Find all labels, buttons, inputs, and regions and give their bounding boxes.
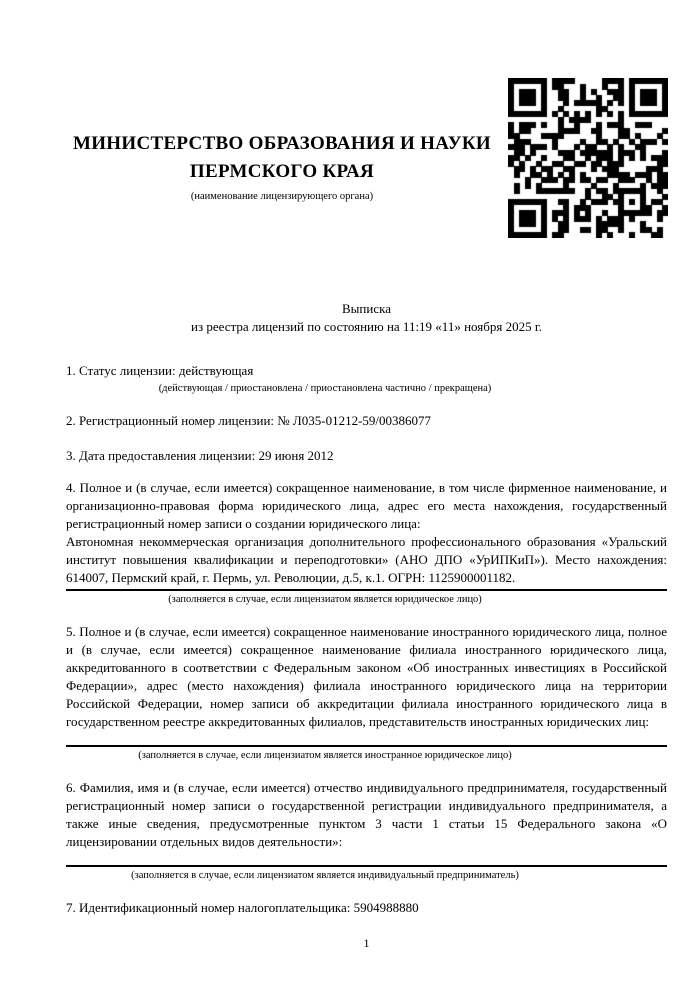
document-body xyxy=(0,300,700,951)
grant-date-line xyxy=(66,447,667,465)
ministry-name-line1: МИНИСТЕРСТВО ОБРАЗОВАНИЯ И НАУКИ xyxy=(72,133,492,154)
licensing-authority-block xyxy=(62,130,502,203)
field-inn xyxy=(66,899,667,917)
page-number: 1 xyxy=(363,936,370,950)
registration-number-value: № Л035-01212-59/00386077 xyxy=(277,413,432,428)
licensing-authority-caption: (наименование лицензирующего органа) xyxy=(190,191,374,202)
inn-value: 5904988880 xyxy=(353,900,419,915)
foreign-entity-blank-underline xyxy=(66,745,667,747)
inn-line xyxy=(66,899,667,917)
foreign-entity-caption: (заполняется в случае, если лицензиатом является иностранное юридическое лицо) xyxy=(138,750,512,761)
field-foreign-entity xyxy=(66,623,667,762)
inn-label: 7. Идентификационный номер налогоплательщика: xyxy=(66,900,351,915)
license-status-value: действующая xyxy=(178,363,254,378)
legal-entity-statement: 4. Полное и (в случае, если имеется) сокращенное наименование, в том числе фирменное наименование, и организационно-правовая форма юридического лица, адрес его места нахождения, государственный регистрационный номер записи о создании юридического лица: xyxy=(66,480,667,531)
registration-number-label: 2. Регистрационный номер лицензии: xyxy=(66,413,275,428)
registration-number-line xyxy=(66,412,667,430)
foreign-entity-statement: 5. Полное и (в случае, если имеется) сокращенное наименование иностранного юридического лица, полное и (в случае, если имеется) сокращенное наименование филиала иностранного юридического лица, аккредитованного в соответствии с Федеральным законом «Об иностранных инвестициях в Российской Федерации», адрес (место нахождения) филиала иностранного юридического лица на территории Российской Федерации, номер записи об аккредитации филиала иностранного юридического лица в государственном реестре аккредитованных филиалов, представительств иностранных юридических лиц: xyxy=(66,624,667,729)
field-grant-date xyxy=(66,447,667,465)
title-line2: из реестра лицензий по состоянию на 11:19 «11» ноября 2025 г. xyxy=(191,319,542,334)
document-header xyxy=(0,0,700,300)
legal-entity-caption: (заполняется в случае, если лицензиатом является юридическое лицо) xyxy=(168,594,482,605)
legal-entity-underline xyxy=(66,589,667,591)
field-license-status xyxy=(66,362,667,395)
field-individual-entrepreneur xyxy=(66,779,667,882)
document-title xyxy=(66,300,667,336)
field-registration-number xyxy=(66,412,667,430)
individual-entrepreneur-statement: 6. Фамилия, имя и (в случае, если имеется) отчество индивидуального предпринимателя, государственный регистрационный номер записи о государственной регистрации индивидуального предпринимателя, а также иные сведения, предусмотренные пунктом 3 части 1 статьи 15 Федерального закона «О лицензировании отдельных видов деятельности»: xyxy=(66,780,667,849)
title-line1: Выписка xyxy=(342,301,391,316)
license-status-label: 1. Статус лицензии: xyxy=(66,363,176,378)
grant-date-value: 29 июня 2012 xyxy=(258,448,334,463)
license-status-line xyxy=(66,362,667,380)
legal-entity-value: Автономная некоммерческая организация дополнительного профессионального образования «Уральский институт повышения квалификации и переподготовки» (АНО ДПО «УрИПКиП»). Место нахождения: 614007, Пермский край, г. Пермь, ул. Революции, д.5, к.1. ОГРН: 1125900001182. xyxy=(66,534,667,585)
individual-entrepreneur-caption: (заполняется в случае, если лицензиатом является индивидуальный предприниматель) xyxy=(131,870,519,881)
qr-code xyxy=(508,78,668,238)
ministry-name-line2: ПЕРМСКОГО КРАЯ xyxy=(189,161,375,182)
individual-entrepreneur-blank-underline xyxy=(66,865,667,867)
grant-date-label: 3. Дата предоставления лицензии: xyxy=(66,448,256,463)
license-status-options-caption: (действующая / приостановлена / приостановлена частично / прекращена) xyxy=(158,383,492,394)
field-legal-entity xyxy=(66,479,667,606)
